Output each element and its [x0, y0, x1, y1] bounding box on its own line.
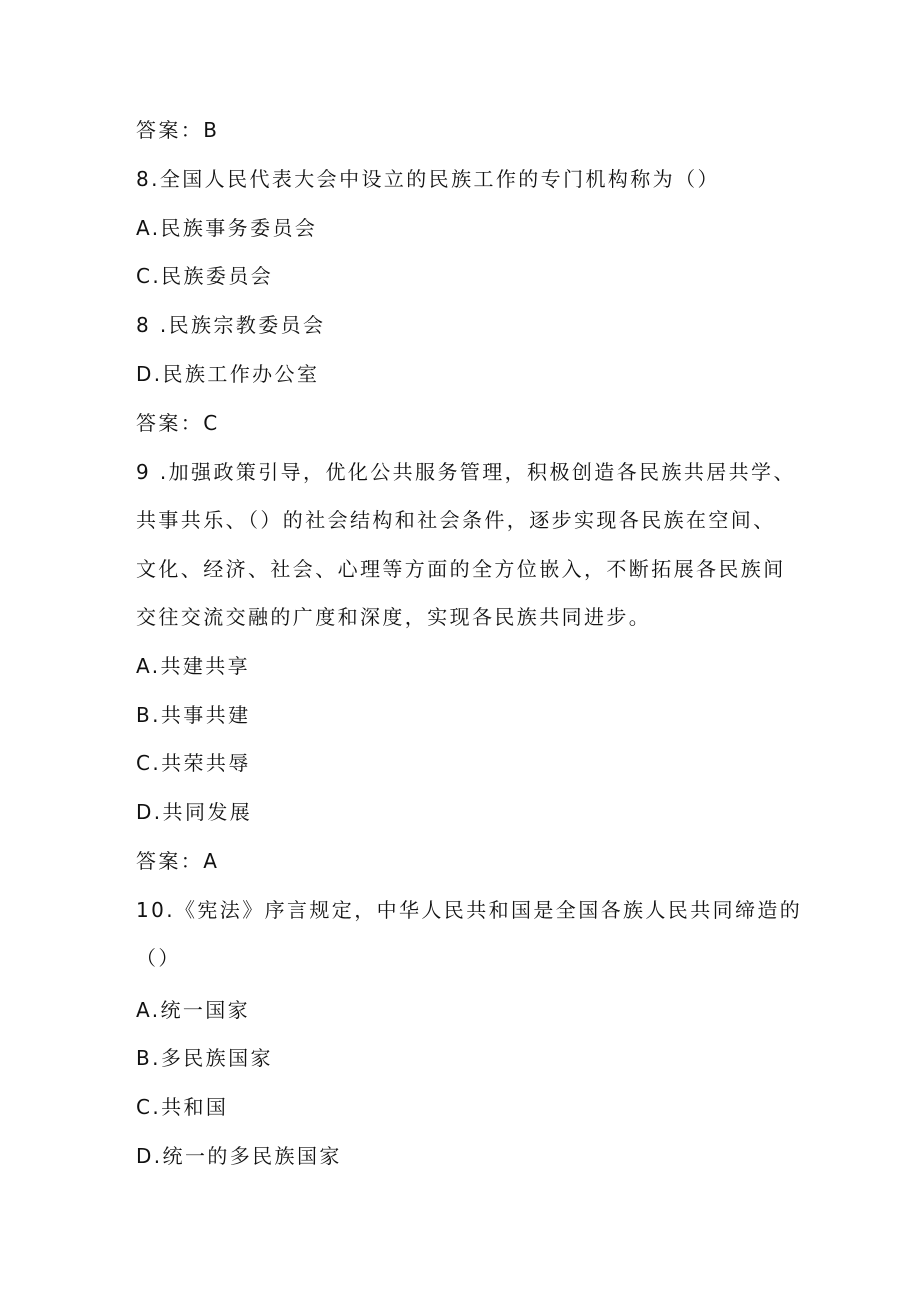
option-d: D.共同发展: [136, 800, 253, 824]
question-10-text: 10.《宪法》序言规定，中华人民共和国是全国各族人民共同缔造的: [136, 898, 803, 922]
answer-line: 答案：A: [136, 849, 220, 873]
question-9-text-cont-1: 共事共乐、（）的社会结构和社会条件，逐步实现各民族在空间、: [136, 508, 776, 532]
option-a: A.统一国家: [136, 998, 251, 1022]
question-9-text-cont-2: 文化、经济、社会、心理等方面的全方位嵌入，不断拓展各民族间: [136, 557, 786, 581]
option-d: D.民族工作办公室: [136, 362, 320, 386]
answer-line: 答案：B: [136, 118, 220, 142]
option-b: B.共事共建: [136, 703, 251, 727]
answer-line: 答案：C: [136, 411, 220, 435]
option-a: A.民族事务委员会: [136, 216, 318, 240]
option-d: D.统一的多民族国家: [136, 1144, 342, 1168]
option-b: 8 .民族宗教委员会: [136, 313, 326, 337]
option-a: A.共建共享: [136, 654, 251, 678]
option-c: C.民族委员会: [136, 264, 274, 288]
question-10-text-cont: （）: [136, 946, 181, 970]
question-9-text: 9 .加强政策引导，优化公共服务管理，积极创造各民族共居共学、: [136, 460, 796, 484]
option-c: C.共荣共辱: [136, 751, 251, 775]
question-8-text: 8.全国人民代表大会中设立的民族工作的专门机构称为（）: [136, 167, 720, 191]
option-c: C.共和国: [136, 1095, 229, 1119]
question-9-text-cont-3: 交往交流交融的广度和深度，实现各民族共同进步。: [136, 605, 652, 629]
option-b: B.多民族国家: [136, 1046, 273, 1070]
